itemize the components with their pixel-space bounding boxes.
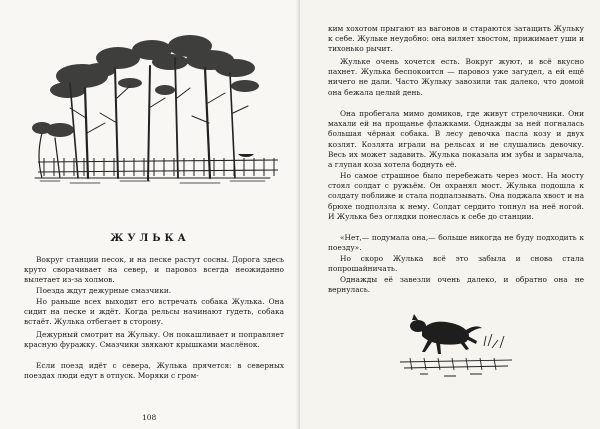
paragraph: Но самое страшное было перебежать через мост. На мосту стоял солдат с ружьём. Он охранял мост. Жулька подошла к солдату поближе и стала подпалзывать. Она поджала хвост и на брюхе подползла к нему. Солдат сердито топнул на неё ногой. И Жулька без оглядки понеслась к себе до станции. — [328, 171, 584, 221]
paragraph: Но скоро Жулька всё это забыла и снова стала попрошайничать. — [328, 254, 584, 274]
paragraph: Жульке очень хочется есть. Вокруг жуют, и всё вкусно пахнет. Жулька беспокоится — паровоз уже загудел, а ей ещё ничего не дали. Часто Жульку завозили так далеко, что домой она бежала целый день. — [328, 57, 584, 97]
railway-track-illustration — [38, 154, 278, 182]
paragraph: Но раньше всех выходит его встречать собака Жулька. Она сидит на песке и ждёт. Когда рельсы начинают гудеть, собака встаёт. Жулька отбегает в сторону. — [24, 297, 284, 327]
page-number: 108 — [142, 413, 157, 422]
paragraph: ким хохотом прыгают из вагонов и стараются затащить Жульку к себе. Жульке неудобно: она виляет хвостом, прижимает уши и тихонько рычит. — [328, 24, 584, 54]
paragraph: Дежурный смотрит на Жульку. Он покашливает и поправляет красную фуражку. Смазчики звякают крышками маслёнок. — [24, 330, 284, 350]
right-page — [300, 0, 600, 429]
paragraph: Вокруг станции песок, и на песке растут сосны. Дорога здесь круто сворачивает на север, и паровоз всегда неожиданно вылетает из-за холмов. — [24, 255, 284, 285]
paragraph: Однажды её завезли очень далеко, и обратно она не вернулась. — [328, 275, 584, 295]
paragraph: «Нет,— подумала она,— больше никогда не буду подходить к поезду». — [328, 233, 584, 253]
story-title: ЖУЛЬКА — [110, 233, 190, 244]
paragraph: Если поезд идёт с севера, Жулька прячется: в северных поездах люди едут в отпуск. Моряки с гром- — [24, 361, 284, 381]
paragraph: Поезда ждут дежурные смазчики. — [36, 286, 172, 295]
paragraph: Она пробегала мимо домиков, где живут стрелочники. Они махали ей на прощанье флажками. Однажды за ней погналась большая чёрная собака. В лесу девочка пасла козу и двух козлят. Козлята играли на рельсах и не слушались девочку. Весь их может задавить. Жулька показала им зубы и зарычала, а глупая коза хотела боднуть её. — [328, 109, 584, 170]
running-dog-illustration — [400, 306, 512, 378]
